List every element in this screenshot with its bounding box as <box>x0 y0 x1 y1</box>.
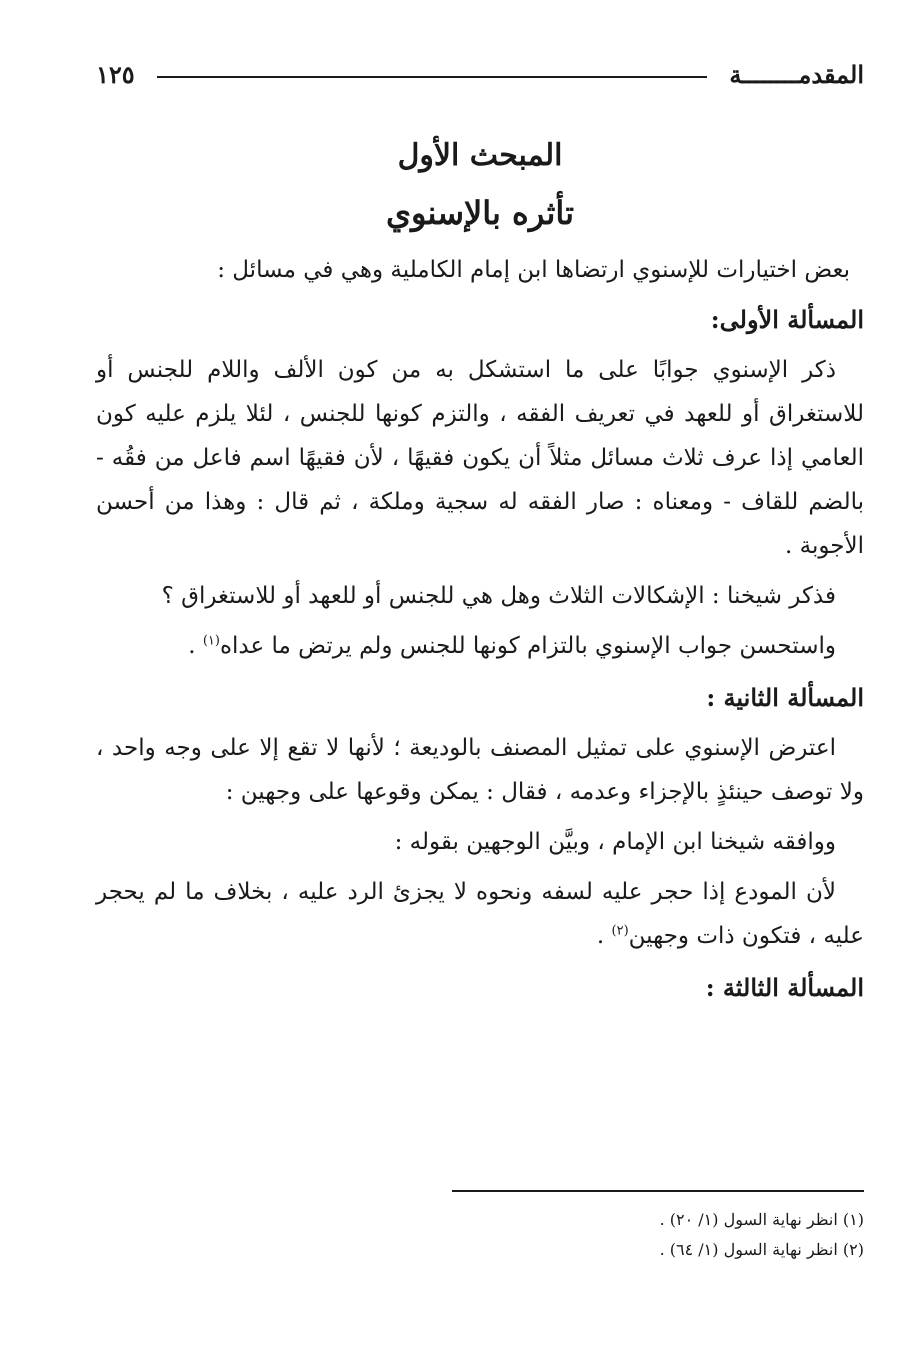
issue-closing-text: واستحسن جواب الإسنوي بالتزام كونها للجنس ولم يرتض ما عداه <box>219 633 836 659</box>
issue-heading: المسألة الثالثة : <box>705 973 864 1002</box>
footnote-ref[interactable]: (٢) <box>611 923 629 939</box>
issue-closing-paragraph <box>96 870 864 958</box>
issue-paragraph: ووافقه شيخنا ابن الإمام ، وبيَّن الوجهين بقوله : <box>394 829 836 855</box>
footnotes <box>264 1205 864 1265</box>
chapter-title: المبحث الأول <box>397 138 563 173</box>
footnote-separator <box>452 1190 864 1192</box>
issue-heading: المسألة الثانية : <box>706 683 864 712</box>
issue-first <box>96 296 864 668</box>
issue-paragraph: فذكر شيخنا : الإشكالات الثلاث وهل هي للجنس أو للعهد أو للاستغراق ؟ <box>161 583 836 609</box>
header-rule <box>157 76 708 78</box>
running-header-title: المقدمــــــــة <box>729 59 864 89</box>
issue-third <box>96 964 864 1012</box>
page-content <box>96 132 864 1016</box>
issue-closing-tail: . <box>188 633 203 659</box>
issue-closing-tail: . <box>596 923 612 949</box>
issue-paragraph: اعترض الإسنوي على تمثيل المصنف بالوديعة ؛ لأنها لا تقع إلا على وجه واحد ، ولا توصف حينئذٍ بالإجزاء وعدمه ، فقال : يمكن وقوعها على وجهين : <box>96 735 864 805</box>
page-number: ١٢٥ <box>96 59 135 89</box>
issue-paragraph: ذكر الإسنوي جوابًا على ما استشكل به من كون الألف واللام للجنس أو للاستغراق أو للعهد في تعريف الفقه ، والتزم كونها للجنس ، لئلا يلزم عليه كون العامي إذا عرف ثلاث مسائل مثلاً أن يكون فقيهًا ، لأن فقيهًا اسم فاعل من فقُه - بالضم للقاف - ومعناه : صار الفقه له سجية وملكة ، ثم قال : وهذا من أحسن الأجوبة . <box>96 357 864 559</box>
footnote: (٢) انظر نهاية السول (١/ ٦٤) . <box>659 1240 864 1259</box>
footnote-ref[interactable]: (١) <box>202 633 220 649</box>
intro-paragraph: بعض اختيارات للإسنوي ارتضاها ابن إمام الكاملية وهي في مسائل : <box>217 257 850 283</box>
running-header <box>96 56 864 92</box>
footnote: (١) انظر نهاية السول (١/ ٢٠) . <box>659 1210 864 1229</box>
issue-second <box>96 674 864 958</box>
chapter-subtitle: تأثره بالإسنوي <box>385 194 575 232</box>
issue-closing-paragraph <box>96 624 864 668</box>
issue-heading: المسألة الأولى: <box>710 305 864 334</box>
issue-closing-text: لأن المودع إذا حجر عليه لسفه ونحوه لا يجزئ الرد عليه ، بخلاف ما لم يحجر عليه ، فتكون ذات وجهين <box>96 879 864 949</box>
